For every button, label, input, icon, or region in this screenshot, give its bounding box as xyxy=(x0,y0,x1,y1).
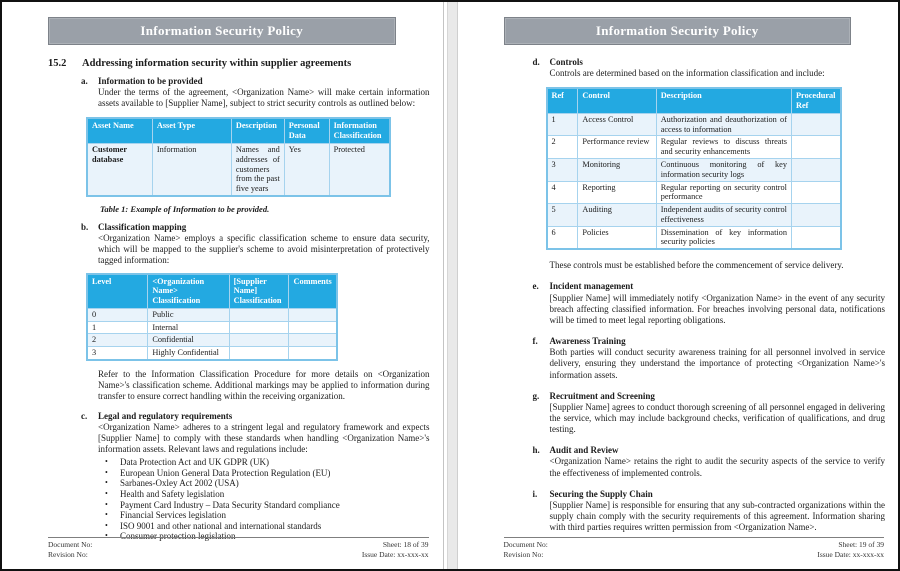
cell-description: Regular reviews to discuss threats and security enhancements xyxy=(656,136,791,159)
col-header: Ref xyxy=(547,88,578,113)
item-g-label: g. xyxy=(532,390,540,401)
footer-sheet: Sheet: 18 of 39 xyxy=(382,539,429,549)
cell-ref: 1 xyxy=(547,113,578,136)
cell-ref: 6 xyxy=(547,226,578,249)
bullet-icon: • xyxy=(105,488,108,498)
item-d-body: Controls are determined based on the information classification and include: xyxy=(549,68,825,79)
col-header: Description xyxy=(231,118,284,143)
bullet-icon: • xyxy=(105,531,108,541)
cell-ref: 2 xyxy=(547,136,578,159)
list-item-text: Payment Card Industry – Data Security Standard compliance xyxy=(120,499,340,510)
cell-level: 3 xyxy=(87,347,148,360)
page-gutter xyxy=(443,2,458,569)
item-f-body: Both parties will conduct security awareness training for all personnel involved in service delivery, ensuring they understand the importance of protecting <Organization Name>'s information assets. xyxy=(549,347,885,380)
col-header: Control xyxy=(578,88,656,113)
table-row xyxy=(547,136,841,159)
col-header: <Organization Name> Classification xyxy=(148,274,229,309)
cell-comments xyxy=(289,347,337,360)
item-c-label: c. xyxy=(81,410,88,421)
item-a-title: Information to be provided xyxy=(98,76,203,86)
item-b-body: <Organization Name> employs a specific classification scheme to ensure data security, which will be mapped to the supplier's scheme to avoid misinterpretation of protectively tagged information: xyxy=(98,233,430,266)
item-a xyxy=(81,76,430,197)
cell-procedural-ref xyxy=(791,113,840,136)
list-item-text: Consumer protection legislation xyxy=(120,531,236,542)
cell-org-classification: Public xyxy=(148,308,229,321)
footer-document-no: Document No: xyxy=(503,539,548,549)
item-d-title: Controls xyxy=(549,57,583,67)
cell-procedural-ref xyxy=(791,226,840,249)
cell-control: Policies xyxy=(578,226,656,249)
page-footer xyxy=(504,537,885,560)
item-i-label: i. xyxy=(532,488,538,499)
item-g-body: [Supplier Name] agrees to conduct thorough screening of all personnel engaged in delivering the service, which may include background checks, verification of qualifications, and drug testing. xyxy=(549,401,885,435)
cell-procedural-ref xyxy=(791,181,840,204)
table-row xyxy=(547,204,841,227)
list-item xyxy=(98,478,430,489)
list-item-text: ISO 9001 and other national and international standards xyxy=(120,520,322,531)
item-f-title: Awareness Training xyxy=(549,336,626,347)
item-c xyxy=(81,410,430,543)
table-row xyxy=(87,347,337,360)
cell-description: Continuous monitoring of key information security logs xyxy=(656,159,791,182)
regulations-list xyxy=(98,457,430,542)
cell-control: Auditing xyxy=(578,204,656,227)
cell-control: Reporting xyxy=(578,181,656,204)
cell-supplier-classification xyxy=(229,308,289,321)
section-heading xyxy=(48,58,430,69)
cell-procedural-ref xyxy=(791,159,840,182)
bullet-icon: • xyxy=(105,520,108,530)
cell-description: Dissemination of key information security policies xyxy=(656,226,791,249)
cell-org-classification: Internal xyxy=(148,321,229,334)
footer-revision-no: Revision No: xyxy=(48,549,88,559)
list-item xyxy=(98,521,430,532)
page-header-banner xyxy=(504,17,852,45)
table-header-row xyxy=(87,118,390,143)
table-row xyxy=(87,144,390,196)
cell-comments xyxy=(289,321,337,334)
item-a-body: Under the terms of the agreement, <Organization Name> will make certain information assets available to [Supplier Name], subject to strict security controls as outlined below: xyxy=(98,87,430,109)
item-h-title: Audit and Review xyxy=(549,445,619,456)
cell-procedural-ref xyxy=(791,204,840,227)
item-g-title: Recruitment and Screening xyxy=(549,390,655,401)
item-e-title: Incident management xyxy=(549,281,634,292)
table-row xyxy=(547,226,841,249)
item-c-title: Legal and regulatory requirements xyxy=(98,410,233,421)
page-right xyxy=(458,2,899,569)
table-row xyxy=(87,321,337,334)
cell-comments xyxy=(289,308,337,321)
item-e xyxy=(532,281,886,326)
page-gutter-shadow xyxy=(447,2,458,569)
cell-asset-name: Customer database xyxy=(87,144,152,196)
page-footer xyxy=(48,537,429,560)
bullet-icon: • xyxy=(105,510,108,520)
list-item xyxy=(98,510,430,521)
section-title: Addressing information security within supplier agreements xyxy=(82,58,352,69)
cell-supplier-classification xyxy=(229,347,289,360)
page-title: Information Security Policy xyxy=(140,23,304,38)
cell-asset-type: Information xyxy=(152,144,231,196)
item-b-label: b. xyxy=(81,221,89,232)
list-item xyxy=(98,457,430,468)
cell-level: 0 xyxy=(87,308,148,321)
list-item-text: Data Protection Act and UK GDPR (UK) xyxy=(120,457,269,468)
item-g xyxy=(532,390,886,436)
controls-table xyxy=(546,87,842,250)
item-c-body: <Organization Name> adheres to a stringent legal and regulatory framework and expects [Supplier Name] to comply with these standards when handling <Organization Name>'s information assets. Relevant laws and regulations include: xyxy=(98,421,430,454)
section-number: 15.2 xyxy=(48,58,67,69)
list-item-text: Financial Services legislation xyxy=(120,510,226,521)
table-header-row xyxy=(87,274,337,309)
classification-mapping-table xyxy=(86,273,338,361)
cell-supplier-classification xyxy=(229,321,289,334)
item-h xyxy=(532,445,886,478)
list-item-text: Health and Safety legislation xyxy=(120,488,225,499)
col-header: Personal Data xyxy=(284,118,329,143)
footer-left xyxy=(48,540,92,560)
page-title: Information Security Policy xyxy=(595,23,759,38)
cell-description: Names and addresses of customers from the past five years xyxy=(231,144,284,196)
cell-ref: 4 xyxy=(547,181,578,204)
footer-issue-date: Issue Date: xx-xxx-xx xyxy=(361,549,429,559)
list-item xyxy=(98,500,430,511)
col-header: Information Classification xyxy=(329,118,390,143)
cell-description: Authorization and deauthorization of access to information xyxy=(656,113,791,136)
cell-procedural-ref xyxy=(791,136,840,159)
table-row xyxy=(547,159,841,182)
footer-document-no: Document No: xyxy=(48,539,93,549)
list-item-text: European Union General Data Protection Regulation (EU) xyxy=(120,467,331,478)
table-row xyxy=(87,308,337,321)
item-d-label: d. xyxy=(532,57,540,67)
col-header: Asset Type xyxy=(152,118,231,143)
page-header-banner xyxy=(48,17,396,45)
cell-control: Monitoring xyxy=(578,159,656,182)
cell-control: Performance review xyxy=(578,136,656,159)
cell-personal-data: Yes xyxy=(284,144,329,196)
footer-revision-no: Revision No: xyxy=(503,549,544,559)
cell-comments xyxy=(289,334,337,347)
cell-description: Independent audits of security control effectiveness xyxy=(656,204,791,227)
table-row xyxy=(87,334,337,347)
item-i-body: [Supplier Name] is responsible for ensuring that any sub-contracted organizations within the supply chain comply with the security requirements of this agreement. Information sharing with third parties requires written permission from <Organization Name>. xyxy=(549,499,885,533)
item-h-body: <Organization Name> retains the right to audit the security aspects of the service to verify the effectiveness of implemented controls. xyxy=(549,456,885,478)
cell-org-classification: Highly Confidential xyxy=(148,347,229,360)
col-header: Level xyxy=(87,274,148,309)
footer-issue-date: Issue Date: xx-xxx-xx xyxy=(817,549,884,559)
item-e-label: e. xyxy=(532,281,539,292)
item-f-label: f. xyxy=(532,336,538,347)
footer-right xyxy=(362,540,429,560)
item-a-label: a. xyxy=(81,76,88,86)
footer-right xyxy=(817,540,884,560)
bullet-icon: • xyxy=(105,499,108,509)
col-header: Asset Name xyxy=(87,118,152,143)
cell-ref: 5 xyxy=(547,204,578,227)
table-header-row xyxy=(547,88,841,113)
cell-org-classification: Confidential xyxy=(148,334,229,347)
item-i xyxy=(532,488,886,534)
col-header: Description xyxy=(656,88,791,113)
information-assets-table xyxy=(86,117,391,196)
list-item xyxy=(98,468,430,479)
cell-description: Regular reporting on security control performance xyxy=(656,181,791,204)
table-row xyxy=(547,181,841,204)
cell-level: 1 xyxy=(87,321,148,334)
table1-caption: Table 1: Example of Information to be provided. xyxy=(100,203,270,214)
cell-classification: Protected xyxy=(329,144,390,196)
classification-note: Refer to the Information Classification Procedure for more details on <Organization Name>'s classification scheme. Additional markings may be applied to information during transfer to ensure correct handling within the receiving organization. xyxy=(98,369,430,402)
col-header: Procedural Ref xyxy=(791,88,840,113)
cell-level: 2 xyxy=(87,334,148,347)
item-i-title: Securing the Supply Chain xyxy=(549,488,653,499)
item-f xyxy=(532,336,886,381)
cell-control: Access Control xyxy=(578,113,656,136)
col-header: Comments xyxy=(289,274,337,309)
bullet-icon: • xyxy=(105,478,108,488)
col-header: [Supplier Name] Classification xyxy=(229,274,289,309)
list-item-text: Sarbanes-Oxley Act 2002 (USA) xyxy=(120,478,239,489)
cell-ref: 3 xyxy=(547,159,578,182)
item-e-body: [Supplier Name] will immediately notify <Organization Name> in the event of any security breach affecting classified information. For breaches involving personal data, notifications will be timed to meet legal reporting obligations. xyxy=(549,292,885,325)
controls-note: These controls must be established before the commencement of service delivery. xyxy=(549,260,844,271)
item-b xyxy=(81,221,430,361)
page-left xyxy=(2,2,443,569)
bullet-icon: • xyxy=(105,467,108,477)
item-h-label: h. xyxy=(532,445,540,456)
item-b-title: Classification mapping xyxy=(98,221,187,232)
footer-left xyxy=(504,540,548,560)
footer-sheet: Sheet: 19 of 39 xyxy=(838,539,884,549)
item-d xyxy=(532,57,886,250)
table-row xyxy=(547,113,841,136)
cell-supplier-classification xyxy=(229,334,289,347)
bullet-icon: • xyxy=(105,457,108,467)
list-item xyxy=(98,489,430,500)
